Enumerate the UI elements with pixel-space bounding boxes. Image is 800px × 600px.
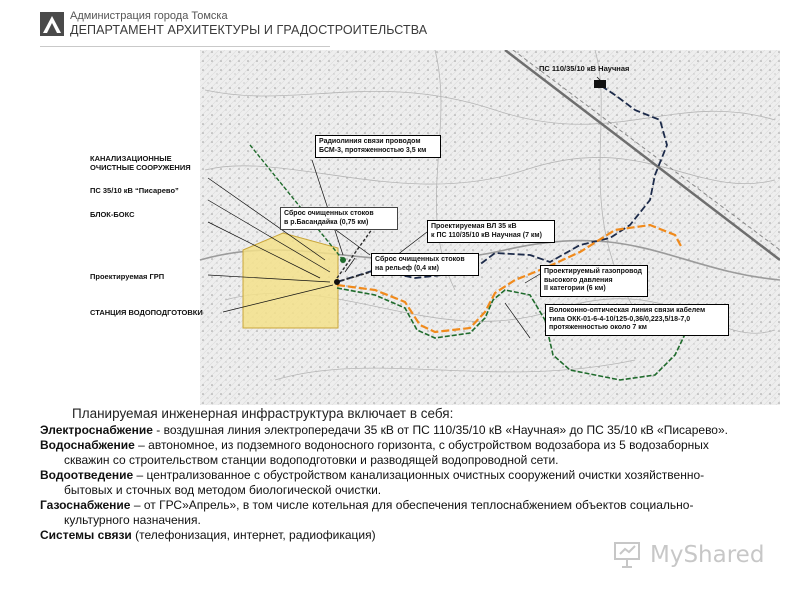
label-line: БСМ-3, протяженностью 3,5 км [319, 146, 427, 154]
item-water [40, 438, 790, 468]
infrastructure-map [75, 50, 780, 405]
watermark [612, 540, 772, 572]
item-text: (телефонизация, интернет, радиофикация) [131, 528, 376, 542]
label-line: Проектируемый газопровод [544, 268, 642, 275]
label-line: КАНАЛИЗАЦИОННЫЕ [90, 154, 172, 163]
label-line: ОЧИСТНЫЕ СООРУЖЕНИЯ [90, 163, 191, 172]
label-sbros-basandaika [280, 207, 398, 230]
label-blok-boks: БЛОК-БОКС [90, 210, 135, 219]
label-line: протяженностью около 7 км [549, 324, 647, 331]
item-keyword: Газоснабжение [40, 498, 131, 512]
item-text: – централизованное с обустройством канализационных очистных сооружений очистки хозяйственно- [133, 468, 705, 482]
item-sewage [40, 468, 790, 498]
item-gas [40, 498, 790, 528]
item-text: - воздушная линия электропередачи 35 кВ от ПС 110/35/10 кВ «Научная» до ПС 35/10 кВ «Писарево». [152, 423, 728, 437]
label-sbros-relief [371, 253, 479, 276]
item-continuation: бытовых и сточных вод методом биологической очистки. [64, 483, 382, 497]
label-ps-pisarevo: ПС 35/10 кВ “Писарево” [90, 186, 179, 195]
planned-site-area [243, 233, 338, 328]
department-name: ДЕПАРТАМЕНТ АРХИТЕКТУРЫ И ГРАДОСТРОИТЕЛЬСТВА [70, 23, 428, 37]
label-fiber [545, 304, 729, 336]
label-line: высокого давления [544, 276, 613, 284]
substation-nauchnaya-icon [594, 80, 606, 88]
label-grp: Проектируемая ГРП [90, 272, 165, 281]
item-keyword: Системы связи [40, 528, 132, 542]
item-continuation: скважин со строительством станции водоподготовки и разводящей водопроводной сети. [64, 453, 559, 467]
intro-text: Планируемая инженерная инфраструктура включает в себя: [72, 406, 454, 421]
item-text: – автономное, из подземного водоносного горизонта, с обустройством водозабора из 5 водозаборных [134, 438, 709, 452]
label-line: Проектируемая ВЛ 35 кВ [431, 223, 517, 230]
header-divider [40, 46, 330, 47]
city-logo-icon [40, 12, 64, 36]
infrastructure-description [40, 406, 790, 543]
presentation-icon [612, 540, 642, 570]
label-kanaliz [90, 154, 191, 172]
item-continuation: культурного назначения. [64, 513, 201, 527]
label-gas-pipe [540, 265, 648, 297]
label-line: на рельеф (0,4 км) [375, 264, 439, 272]
label-line: Сброс очищенных стоков [375, 256, 465, 263]
item-keyword: Водоснабжение [40, 438, 135, 452]
label-vl35 [427, 220, 555, 243]
label-radio-line [315, 135, 441, 158]
item-text: – от ГРС»Апрель», в том числе котельная для обеспечения теплоснабжением объектов социально- [130, 498, 694, 512]
label-line: Радиолиния связи проводом [319, 138, 421, 145]
label-line: Волоконно-оптическая линия связи кабелем [549, 307, 706, 314]
label-line: в р.Басандайка (0,75 км) [284, 218, 369, 226]
label-line: Сброс очищенных стоков [284, 210, 374, 217]
label-station: СТАНЦИЯ ВОДОПОДГОТОВКИ [90, 308, 203, 317]
label-line: к ПС 110/35/10 кВ Научная (7 км) [431, 231, 542, 239]
item-keyword: Электроснабжение [40, 423, 153, 437]
label-ps-nauchnaya: ПС 110/35/10 кВ Научная [539, 64, 630, 73]
label-line: II категории (6 км) [544, 285, 606, 292]
watermark-text: MyShared [650, 542, 765, 568]
item-keyword: Водоотведение [40, 468, 134, 482]
label-line: типа ОКК-01-6-4-10/125-0,36/0,223,5/18-7,0 [549, 315, 691, 323]
item-power [40, 423, 790, 438]
org-name: Администрация города Томска [70, 10, 228, 22]
header [0, 0, 800, 48]
